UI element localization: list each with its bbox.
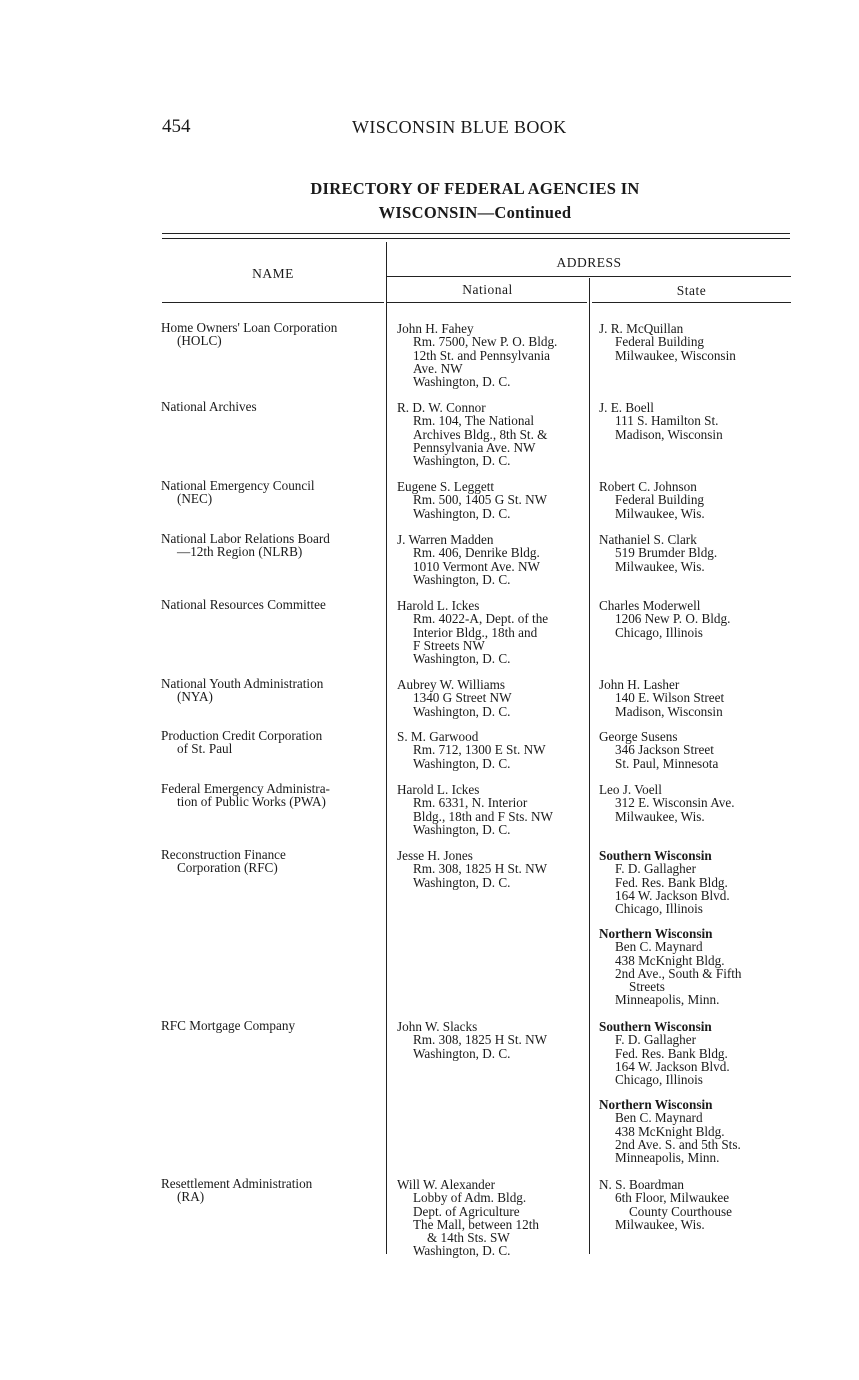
agency-name	[161, 532, 330, 559]
national-address-line: 12th St. and Pennsylvania	[413, 347, 550, 363]
state-address-northern-line: 2nd Ave., South & Fifth	[615, 965, 742, 981]
state-address	[599, 480, 705, 520]
state-address-southern	[599, 849, 730, 915]
agency-name-line: National Emergency Council	[161, 478, 315, 493]
agency-name-line: National Labor Relations Board	[161, 531, 330, 546]
address-header-rule	[387, 276, 791, 277]
agency-name-line: Home Owners' Loan Corporation	[161, 320, 338, 335]
state-address-line: Madison, Wisconsin	[615, 703, 723, 719]
state-address-northern-line: Minneapolis, Minn.	[615, 1150, 720, 1166]
state-address-southern-line: F. D. Gallagher	[615, 861, 696, 877]
national-address-line: Rm. 7500, New P. O. Bldg.	[413, 334, 558, 350]
state-address-line: Charles Moderwell	[599, 598, 701, 613]
state-address-southern-line: Chicago, Illinois	[615, 901, 703, 917]
national-address-line: Rm. 712, 1300 E St. NW	[413, 742, 546, 758]
national-address-line: R. D. W. Connor	[397, 400, 486, 415]
national-address-line: Washington, D. C.	[413, 755, 511, 771]
state-address-northern-line: Ben C. Maynard	[615, 1110, 703, 1126]
column-header-name: NAME	[252, 266, 294, 281]
page-number: 454	[162, 116, 191, 137]
state-address-northern-line: Northern Wisconsin	[599, 926, 713, 941]
state-address-southern-line: Southern Wisconsin	[599, 1019, 712, 1034]
agency-name	[161, 848, 286, 875]
state-address-northern	[599, 1098, 741, 1164]
national-address-line: Washington, D. C.	[413, 821, 511, 837]
page-title-line-2: WISCONSIN—Continued	[378, 203, 572, 222]
national-address-line: Rm. 4022-A, Dept. of the	[413, 611, 549, 627]
state-header-rule	[592, 302, 791, 303]
state-address-line: John H. Lasher	[599, 677, 680, 692]
state-address-line: County Courthouse	[629, 1203, 732, 1219]
state-address-line: Milwaukee, Wis.	[615, 558, 705, 574]
national-address	[397, 678, 512, 718]
national-address-line: Archives Bldg., 8th St. &	[413, 426, 548, 442]
agency-name	[161, 321, 337, 348]
national-address-line: Rm. 308, 1825 H St. NW	[413, 861, 548, 877]
national-address-line: Pennsylvania Ave. NW	[413, 439, 536, 455]
agency-name-line: Resettlement Administration	[161, 1176, 313, 1191]
agency-name-line: (RA)	[177, 1189, 205, 1205]
national-address-line: John W. Slacks	[397, 1019, 478, 1034]
national-address-line: Bldg., 18th and F Sts. NW	[413, 808, 553, 824]
national-address	[397, 401, 547, 467]
state-address	[599, 533, 717, 573]
national-header-rule	[387, 302, 587, 303]
state-address-southern-line: F. D. Gallagher	[615, 1032, 696, 1048]
agency-name-line: —12th Region (NLRB)	[177, 544, 303, 560]
state-address-line: St. Paul, Minnesota	[615, 755, 719, 771]
agency-name-line: Corporation (RFC)	[177, 860, 278, 876]
state-address-line: 1206 New P. O. Bldg.	[615, 611, 731, 627]
state-address	[599, 322, 736, 362]
national-address-line: Washington, D. C.	[413, 453, 511, 469]
national-address-line: Jesse H. Jones	[397, 848, 473, 863]
state-address-line: Federal Building	[615, 334, 705, 350]
national-address	[397, 849, 547, 889]
state-address-line: Madison, Wisconsin	[615, 426, 723, 442]
state-address-line: 140 E. Wilson Street	[615, 690, 725, 706]
national-address-line: 1010 Vermont Ave. NW	[413, 558, 540, 574]
state-address-line: Robert C. Johnson	[599, 479, 697, 494]
running-head: WISCONSIN BLUE BOOK	[352, 117, 567, 137]
column-divider-left	[386, 242, 387, 1254]
national-address-line: Interior Bldg., 18th and	[413, 624, 538, 640]
state-address	[599, 1178, 732, 1231]
state-address-northern-line: 2nd Ave. S. and 5th Sts.	[615, 1136, 741, 1152]
agency-name	[161, 400, 257, 413]
column-header-address: ADDRESS	[556, 255, 622, 270]
agency-name-line: National Resources Committee	[161, 597, 326, 612]
national-address-line: Rm. 6331, N. Interior	[413, 795, 528, 811]
national-address-line: Rm. 104, The National	[413, 413, 534, 429]
state-address-southern-line: Fed. Res. Bank Bldg.	[615, 1045, 728, 1061]
state-address-northern-line: Ben C. Maynard	[615, 939, 703, 955]
state-address-line: Milwaukee, Wis.	[615, 505, 705, 521]
name-header-rule	[162, 302, 384, 303]
state-address-northern-line: 438 McKnight Bldg.	[615, 952, 725, 968]
national-address-line: Will W. Alexander	[397, 1177, 495, 1192]
national-address-line: Washington, D. C.	[413, 374, 511, 390]
agency-name-line: (NEC)	[177, 491, 213, 507]
national-address-line: Harold L. Ickes	[397, 598, 480, 613]
national-address-line: Washington, D. C.	[413, 571, 511, 587]
table-top-rule	[162, 233, 790, 234]
national-address-line: Rm. 308, 1825 H St. NW	[413, 1032, 548, 1048]
state-address-southern-line: 164 W. Jackson Blvd.	[615, 1058, 730, 1074]
agency-name-line: National Archives	[161, 399, 257, 414]
state-address-northern-line: Minneapolis, Minn.	[615, 992, 720, 1008]
agency-name	[161, 479, 315, 506]
national-address-line: Lobby of Adm. Bldg.	[413, 1190, 527, 1206]
national-address-line: Washington, D. C.	[413, 874, 511, 890]
national-address-line: Rm. 500, 1405 G St. NW	[413, 492, 548, 508]
agency-name-line: of St. Paul	[177, 741, 233, 757]
agency-name-line: RFC Mortgage Company	[161, 1018, 296, 1033]
state-address-line: Federal Building	[615, 492, 705, 508]
state-address-southern-line: 164 W. Jackson Blvd.	[615, 887, 730, 903]
state-address-line: Chicago, Illinois	[615, 624, 703, 640]
state-address-line: 6th Floor, Milwaukee	[615, 1190, 730, 1206]
column-header-state: State	[676, 283, 707, 298]
state-address-line: 111 S. Hamilton St.	[615, 413, 719, 429]
agency-name-line: tion of Public Works (PWA)	[177, 794, 326, 810]
state-address-line: 346 Jackson Street	[615, 742, 714, 758]
agency-name	[161, 729, 322, 756]
national-address	[397, 1020, 547, 1060]
column-divider-right	[589, 278, 590, 1254]
national-address-line: Washington, D. C.	[413, 1045, 511, 1061]
state-address-southern-line: Southern Wisconsin	[599, 848, 712, 863]
state-address-line: J. E. Boell	[599, 400, 654, 415]
national-address-line: Harold L. Ickes	[397, 782, 480, 797]
table-top-rule-2	[162, 238, 790, 239]
national-address-line: The Mall, between 12th	[413, 1216, 539, 1232]
state-address-line: J. R. McQuillan	[599, 321, 684, 336]
state-address-southern	[599, 1020, 730, 1086]
column-header-national: National	[462, 282, 513, 297]
national-address	[397, 783, 553, 836]
national-address	[397, 1178, 539, 1258]
agency-name-line: (NYA)	[177, 689, 213, 705]
agency-name	[161, 1019, 295, 1032]
page-title-line-1: DIRECTORY OF FEDERAL AGENCIES IN	[310, 179, 640, 198]
national-address-line: Dept. of Agriculture	[413, 1203, 520, 1219]
agency-name	[161, 598, 326, 611]
national-address-line: Eugene S. Leggett	[397, 479, 495, 494]
state-address	[599, 599, 730, 639]
national-address-line: Ave. NW	[413, 360, 463, 376]
national-address-line: S. M. Garwood	[397, 729, 479, 744]
national-address-line: Washington, D. C.	[413, 505, 511, 521]
agency-name-line: Federal Emergency Administra-	[161, 781, 330, 796]
state-address	[599, 401, 723, 441]
state-address-line: Milwaukee, Wisconsin	[615, 347, 736, 363]
national-address-line: & 14th Sts. SW	[427, 1230, 510, 1246]
national-address-line: F Streets NW	[413, 637, 485, 653]
national-address-line: J. Warren Madden	[397, 532, 494, 547]
state-address-southern-line: Chicago, Illinois	[615, 1072, 703, 1088]
agency-name-line: (HOLC)	[177, 333, 222, 349]
national-address-line: Rm. 406, Denrike Bldg.	[413, 545, 540, 561]
state-address-northern-line: Streets	[629, 979, 665, 995]
agency-name	[161, 782, 330, 809]
agency-name-line: National Youth Administration	[161, 676, 324, 691]
state-address-northern	[599, 927, 742, 1007]
state-address-line: N. S. Boardman	[599, 1177, 684, 1192]
state-address-line: Milwaukee, Wis.	[615, 1216, 705, 1232]
national-address	[397, 533, 540, 586]
agency-name	[161, 1177, 312, 1204]
state-address-line: 312 E. Wisconsin Ave.	[615, 795, 735, 811]
national-address	[397, 730, 546, 770]
state-address	[599, 783, 735, 823]
agency-name-line: Production Credit Corporation	[161, 728, 323, 743]
national-address-line: Washington, D. C.	[413, 651, 511, 667]
national-address	[397, 599, 548, 665]
state-address-southern-line: Fed. Res. Bank Bldg.	[615, 874, 728, 890]
state-address-line: Milwaukee, Wis.	[615, 808, 705, 824]
national-address-line: Washington, D. C.	[413, 1243, 511, 1259]
state-address-northern-line: 438 McKnight Bldg.	[615, 1123, 725, 1139]
state-address	[599, 730, 718, 770]
state-address-line: Leo J. Voell	[599, 782, 662, 797]
agency-name-line: Reconstruction Finance	[161, 847, 286, 862]
national-address-line: Aubrey W. Williams	[397, 677, 506, 692]
national-address-line: 1340 G Street NW	[413, 690, 512, 706]
agency-name	[161, 677, 323, 704]
national-address-line: John H. Fahey	[397, 321, 474, 336]
state-address-line: Nathaniel S. Clark	[599, 532, 697, 547]
state-address-northern-line: Northern Wisconsin	[599, 1097, 713, 1112]
national-address-line: Washington, D. C.	[413, 703, 511, 719]
state-address-line: 519 Brumder Bldg.	[615, 545, 718, 561]
national-address	[397, 322, 557, 388]
state-address-line: George Susens	[599, 729, 678, 744]
state-address	[599, 678, 724, 718]
national-address	[397, 480, 547, 520]
